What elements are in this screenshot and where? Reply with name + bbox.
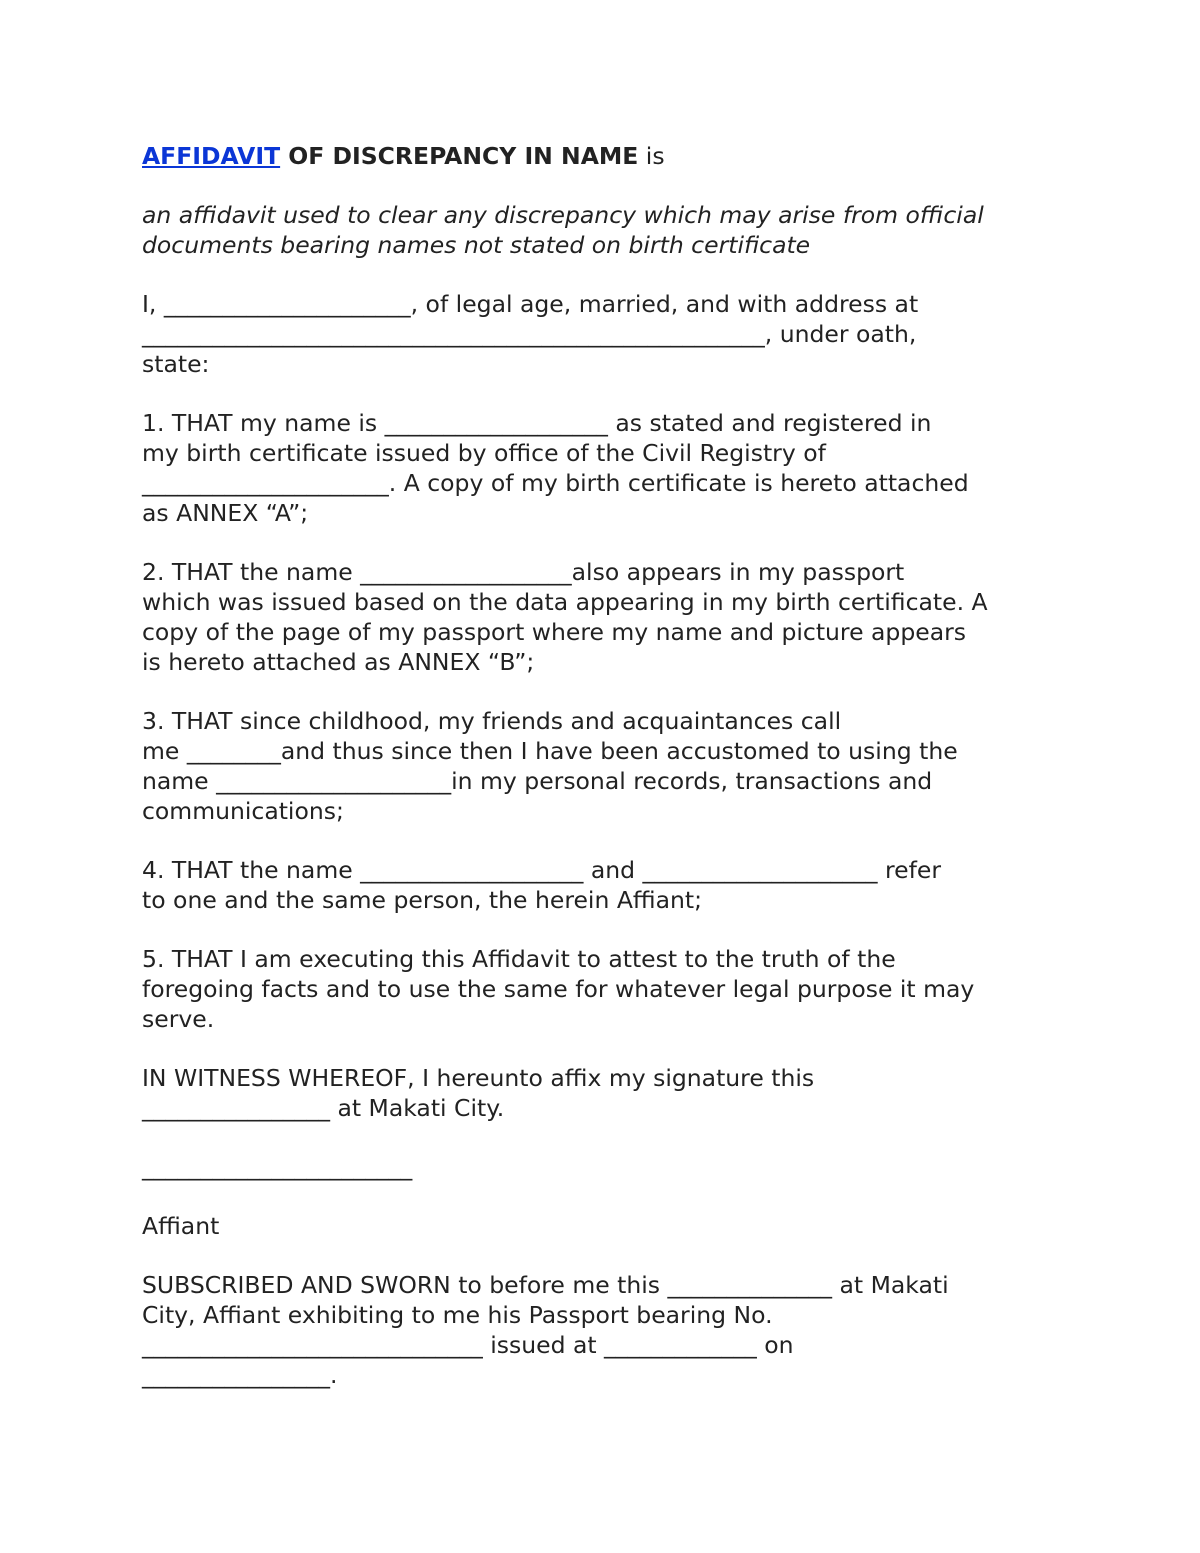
title-bold-text: OF DISCREPANCY IN NAME (280, 142, 639, 170)
para2-line-3: copy of the page of my passport where my name and picture appears (142, 618, 967, 646)
para2-line-2: which was issued based on the data appearing in my birth certificate. A (142, 588, 988, 616)
para5-line-3: serve. (142, 1005, 215, 1033)
document-title (142, 141, 1082, 171)
para3-line-1: 3. THAT since childhood, my friends and acquaintances call (142, 707, 842, 735)
intro-line-2: _____________________________________________________, under oath, (142, 320, 917, 348)
title-tail-text: is (638, 142, 665, 170)
description-line-1: an affidavit used to clear any discrepancy which may arise from official (142, 201, 984, 229)
para5-line-1: 5. THAT I am executing this Affidavit to attest to the truth of the (142, 945, 896, 973)
sworn-line-1: SUBSCRIBED AND SWORN to before me this ______________ at Makati (142, 1271, 949, 1299)
para3-line-3: name ____________________in my personal records, transactions and (142, 767, 933, 795)
witness-line-2: ________________ at Makati City. (142, 1094, 505, 1122)
affidavit-link[interactable]: AFFIDAVIT (142, 142, 281, 170)
para3-line-4: communications; (142, 797, 344, 825)
affiant-label: Affiant (142, 1212, 220, 1240)
sworn-line-2: City, Affiant exhibiting to me his Passport bearing No. (142, 1301, 773, 1329)
witness-line-1: IN WITNESS WHEREOF, I hereunto affix my signature this (142, 1064, 815, 1092)
sworn-line-4: ________________. (142, 1361, 338, 1389)
para2-line-4: is hereto attached as ANNEX “B”; (142, 648, 535, 676)
para1-line-3: _____________________. A copy of my birth certificate is hereto attached (142, 469, 969, 497)
sworn-line-3: _____________________________ issued at _____________ on (142, 1331, 794, 1359)
affidavit-document (142, 141, 1082, 1390)
para1-line-1: 1. THAT my name is ___________________ as stated and registered in (142, 409, 932, 437)
para1-line-4: as ANNEX “A”; (142, 499, 309, 527)
signature-line: _______________________ (142, 1153, 413, 1181)
para2-line-1: 2. THAT the name __________________also appears in my passport (142, 558, 905, 586)
intro-line-1: I, _____________________, of legal age, married, and with address at (142, 290, 919, 318)
para4-line-1: 4. THAT the name ___________________ and ____________________ refer (142, 856, 942, 884)
para1-line-2: my birth certificate issued by office of the Civil Registry of (142, 439, 826, 467)
description-line-2: documents bearing names not stated on birth certificate (142, 231, 811, 259)
para5-line-2: foregoing facts and to use the same for whatever legal purpose it may (142, 975, 975, 1003)
para3-line-2: me ________and thus since then I have been accustomed to using the (142, 737, 958, 765)
para4-line-2: to one and the same person, the herein Affiant; (142, 886, 703, 914)
intro-line-3: state: (142, 350, 210, 378)
